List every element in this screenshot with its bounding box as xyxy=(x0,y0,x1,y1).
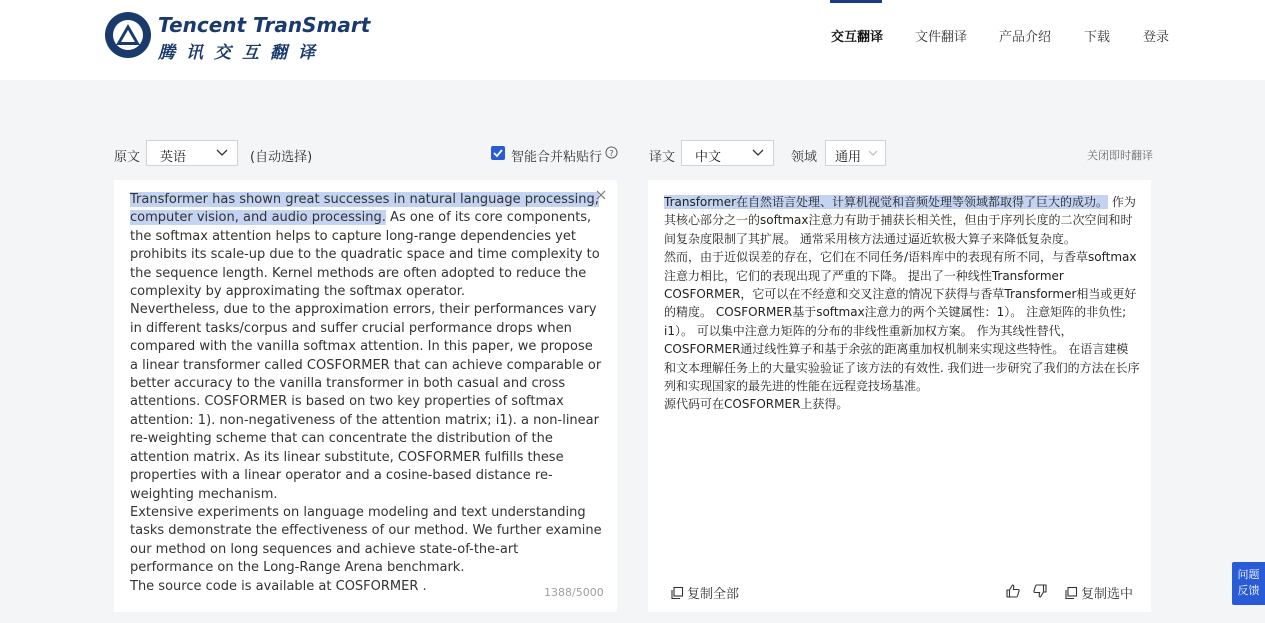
target-language-select[interactable] xyxy=(681,140,774,166)
nav-login[interactable]: 登录 xyxy=(1143,30,1170,45)
target-label: 译文 xyxy=(649,150,676,165)
nav-document-translate[interactable]: 文件翻译 xyxy=(915,30,968,45)
target-language-value: 中文 xyxy=(695,150,722,165)
feedback-line-1: 问题 xyxy=(1237,568,1260,581)
copy-icon xyxy=(1064,586,1078,600)
source-label: 原文 xyxy=(114,150,141,165)
char-counter: 1388/5000 xyxy=(544,586,604,599)
source-language-value: 英语 xyxy=(160,150,187,165)
help-icon[interactable] xyxy=(605,146,618,159)
source-textarea[interactable] xyxy=(130,191,602,596)
source-text-body: As one of its core components, the softmax attention helps to capture long-range dependencies yet prohibits its scale-up due to the quadratic space and time complexity to the sequence length. Kernel methods are often adopted to reduce the complexity by approximating the softmax operator. Nevertheless, due to the approximation errors, their performances vary in different tasks/corpus and suffer crucial performance drops when compared with the vanilla softmax attention. In this paper, we propose a linear transformer called COSFORMER that can achieve comparable or better accuracy to the vanilla transformer in both casual and cross attentions. COSFORMER is based on two key properties of softmax attention: 1). non-negativeness of the attention matrix; i1). a non-linear re-weighting scheme that can concentrate the distribution of the attention matrix. As its linear substitute, COSFORMER fulfills these properties with a linear operator and a cosine-based distance re-weighting mechanism. Extensive experiments on language modeling and text understanding tasks demonstrate the effectiveness of our method. We further examine our method on long sequences and achieve state-of-the-art performance on the Long-Range Arena benchmark. The source code is available at COSFORMER . xyxy=(130,210,602,594)
thumbs-up-icon[interactable] xyxy=(1005,583,1021,599)
domain-select[interactable] xyxy=(825,140,886,166)
domain-value: 通用 xyxy=(835,150,862,165)
copy-all-button[interactable] xyxy=(670,583,739,602)
merge-paste-label[interactable]: 智能合并粘贴行 xyxy=(511,150,603,165)
clear-icon[interactable] xyxy=(594,188,608,202)
copy-selected-label: 复制选中 xyxy=(1081,587,1134,602)
copy-all-label: 复制全部 xyxy=(687,587,740,602)
target-text-body: 作为其核心部分之一的softmax注意力有助于捕获长相关性，但由于序列长度的二次空间和时间复杂度限制了其扩展。 通常采用核方法通过逼近软极大算子来降低复杂度。 然而，由于近似误差的存在，它们在不同任务/语料库中的表现有所不同，与香草softmax注意力相比，它们的表现出现了严重的下降。 提出了一种线性Transformer COSFORMER，它可以在不经意和交叉注意的情况下获得与香草Transformer相当或更好的精度。 COSFORMER基于softmax注意力的两个关键属性：1）。 注意矩阵的非负性; i1）。 可以集中注意力矩阵的分布的非线性重新加权方案。 作为其线性替代，COSFORMER通过线性算子和基于余弦的距离重加权机制来实现这些特性。 在语言建模和文本理解任务上的大量实验验证了该方法的有效性. 我们进一步研究了我们的方法在长序列和实现国家的最先进的性能在远程竞技场基准。 源代码可在COSFORMER上获得。 xyxy=(664,195,1140,412)
target-toolbar xyxy=(649,140,1152,168)
chevron-down-icon xyxy=(752,148,764,158)
source-panel xyxy=(114,180,617,612)
domain-label: 领域 xyxy=(791,150,818,165)
nav-active-indicator xyxy=(830,0,882,3)
merge-paste-checkbox[interactable] xyxy=(491,146,505,160)
source-language-select[interactable] xyxy=(146,140,238,166)
auto-detect-label: (自动选择) xyxy=(250,150,313,165)
feedback-button[interactable] xyxy=(1232,562,1265,605)
brand-name-cn: 腾讯交互翻译 xyxy=(158,43,326,63)
feedback-line-2: 反馈 xyxy=(1237,584,1260,597)
nav-product-intro[interactable]: 产品介绍 xyxy=(999,30,1052,45)
copy-selected-button[interactable] xyxy=(1064,583,1133,602)
source-selected-text: Transformer has shown great successes in natural language processing, computer vision, and audio processing. xyxy=(130,192,599,226)
top-bar xyxy=(0,0,1265,80)
checkmark-icon xyxy=(491,146,505,160)
brand-logo[interactable] xyxy=(104,10,371,63)
chevron-down-icon xyxy=(216,148,228,158)
svg-text:?: ? xyxy=(609,147,614,158)
brand-name-en: Tencent TranSmart xyxy=(158,13,371,37)
copy-icon xyxy=(670,586,684,600)
target-panel xyxy=(648,180,1151,612)
nav-interactive-translate[interactable]: 交互翻译 xyxy=(831,30,884,45)
target-selected-text: Transformer在自然语言处理、计算机视觉和音频处理等领域都取得了巨大的成功。 xyxy=(664,195,1109,209)
chevron-down-icon xyxy=(867,148,879,158)
thumbs-down-icon[interactable] xyxy=(1032,583,1048,599)
translation-output[interactable] xyxy=(664,193,1140,414)
source-toolbar xyxy=(114,140,624,168)
instant-translate-toggle[interactable]: 关闭即时翻译 xyxy=(1087,149,1153,162)
transmart-logo-icon xyxy=(104,11,152,59)
nav-download[interactable]: 下载 xyxy=(1084,30,1111,45)
